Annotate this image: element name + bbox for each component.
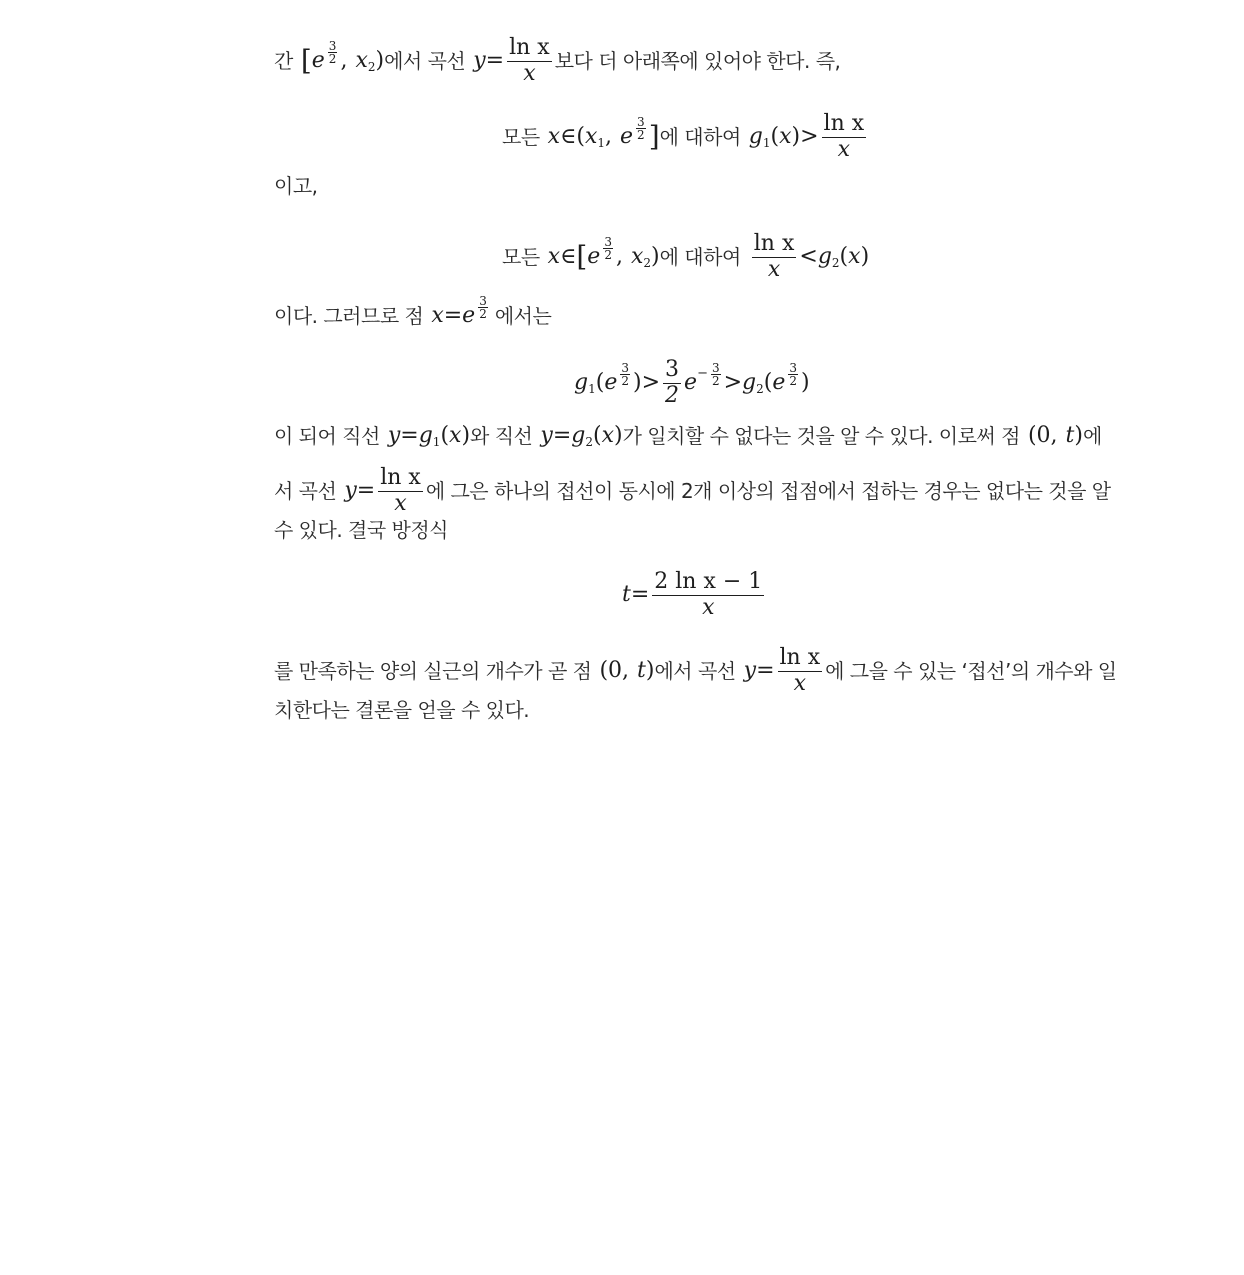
var-t: t [1065,423,1075,448]
base-e: e [772,370,786,395]
fraction-lnx-over-x [778,646,823,696]
frac-den: x [793,671,807,696]
line-1-prefix: 간 [274,49,293,73]
line-6-inequality [574,358,810,408]
exp-den: 2 [479,306,487,321]
line-8-suffix: 에 그은 하나의 접선이 동시에 2개 이상의 접점에서 접하는 경우는 없다는 것을 알 [425,479,1111,503]
equals: = [400,423,419,448]
exp-den: 2 [604,247,612,262]
var-g: g [571,423,586,448]
exponent [475,295,491,320]
less-than: < [799,244,818,269]
fraction-three-halves [663,358,681,408]
frac-num: 2 ln x − 1 [654,569,763,594]
var-g: g [742,370,757,395]
comma: , [605,124,613,149]
right-paren: ) [633,370,642,395]
sub-2: 2 [831,256,840,270]
var-g: g [418,423,433,448]
frac-num: ln x [753,231,795,256]
var-x: x [355,48,368,73]
line-7 [274,422,1102,450]
frac-den: x [702,595,715,620]
equals: = [356,478,376,503]
equals: = [552,423,572,448]
sub-1: 1 [762,136,771,150]
fraction-lnx-over-x [822,112,867,162]
base-e: e [604,370,618,395]
fraction-lnx-over-x [378,466,423,516]
var-x: x [601,423,614,448]
sub-2: 2 [585,435,593,449]
exponent [617,362,633,387]
frac-num: ln x [823,111,865,136]
fraction-lnx-over-x [507,36,552,86]
sub-2: 2 [643,256,652,270]
exponent-fraction [711,362,721,387]
exponent-fraction [788,362,798,387]
var-y: y [387,423,401,448]
var-x1: x [584,124,598,149]
frac-den: x [394,491,407,516]
right-bracket: ] [648,120,660,153]
element-of: ∈ [560,244,577,269]
frac-den: x [523,61,536,86]
exponent-fraction [603,236,613,261]
var-x2: x [630,244,644,269]
line-4-prefix: 모든 [502,245,540,269]
equals: = [443,303,463,328]
exp-num: 3 [789,360,798,375]
var-y: y [473,48,486,73]
exp-den: 2 [711,373,720,388]
line-7-mid1: 와 직선 [470,424,533,448]
right-paren: ) [791,124,801,149]
right-paren: ) [651,244,660,269]
var-x: x [431,303,444,328]
right-paren: ) [375,48,385,73]
frac-num: ln x [779,645,821,670]
right-paren: ) [860,244,870,269]
greater-than: > [723,370,743,395]
right-paren: ) [461,423,471,448]
left-paren: ( [770,124,780,149]
line-9-text: 수 있다. 결국 방정식 [274,518,448,542]
fraction-equation [652,570,764,620]
equals: = [756,658,775,683]
left-paren: ( [839,244,849,269]
exp-num: 3 [328,38,337,53]
greater-than: > [641,370,661,395]
var-y: y [743,658,757,683]
var-y: y [344,478,357,503]
exp-den: 2 [789,373,798,388]
exp-num: 3 [711,360,720,375]
right-paren: ) [1074,423,1083,448]
line-2-mid: 에 대하여 [659,125,741,149]
frac-num: 3 [665,357,680,382]
exp-num: 3 [637,114,645,129]
line-11-prefix: 를 만족하는 양의 실근의 개수가 곧 점 [274,659,592,683]
sub-1: 1 [432,435,441,449]
frac-den: 2 [665,383,680,408]
base-e: e [462,303,476,328]
line-8-prefix: 서 곡선 [274,479,337,503]
var-x: x [449,423,462,448]
exponent-fraction [620,362,630,387]
var-t: t [622,582,631,607]
line-3-text: 이고, [274,174,318,198]
comma: , [340,48,348,73]
exponent-fraction [636,116,646,141]
line-5 [274,293,552,330]
sub-1: 1 [597,136,606,150]
left-paren: ( [599,658,609,683]
var-x: x [848,244,861,269]
exponent [325,40,341,65]
exp-num: 3 [479,293,487,308]
line-11-mid: 에서 곡선 [654,659,736,683]
line-1-suffix: 보다 더 아래쪽에 있어야 한다. 즉, [554,49,841,73]
exp-den: 2 [621,373,629,388]
left-bracket: [ [576,240,588,273]
comma: , [622,658,630,683]
comma: , [1050,423,1058,448]
var-g: g [817,244,832,269]
line-5-prefix: 이다. 그러므로 점 [274,304,424,328]
frac-num: ln x [380,465,421,490]
right-paren: ) [645,658,655,683]
left-paren: ( [576,124,585,149]
exp-num: 3 [621,360,629,375]
var-g: g [574,370,589,395]
line-10-equation [622,570,767,620]
var-x: x [547,244,561,269]
line-4-mid: 에 대하여 [659,245,741,269]
frac-num: ln x [509,35,550,60]
sub-2: 2 [367,60,376,74]
sub-1: 1 [588,382,596,396]
line-1-mid: 에서 곡선 [384,49,466,73]
line-7-prefix: 이 되어 직선 [274,424,380,448]
element-of: ∈ [560,124,577,149]
exponent [633,116,649,141]
line-5-suffix: 에서는 [494,304,552,328]
var-g: g [748,124,763,149]
left-paren: ( [440,423,450,448]
fraction-lnx-over-x [752,232,797,282]
line-4 [502,232,869,282]
line-3 [274,172,318,200]
var-x: x [779,124,792,149]
exp-den: 2 [328,51,337,66]
base-e: e [620,124,634,149]
exponent-negative [697,360,724,388]
var-y: y [540,423,553,448]
var-t: t [637,658,646,683]
zero: 0 [1036,423,1051,448]
line-12 [274,696,529,724]
line-2 [502,112,869,162]
sub-2: 2 [756,382,764,396]
right-paren: ) [801,370,810,395]
line-9 [274,516,448,544]
equals: = [630,582,650,607]
var-x: x [547,124,561,149]
exponent-fraction [478,295,488,320]
line-7-suffix: 에 [1082,424,1102,448]
comma: , [615,244,623,269]
left-paren: ( [595,370,605,395]
greater-than: > [800,124,819,149]
equals: = [485,48,505,73]
line-11-suffix: 에 그을 수 있는 ‘접선’의 개수와 일 [825,659,1117,683]
base-e: e [684,370,698,395]
frac-den: x [837,137,851,162]
line-12-text: 치한다는 결론을 얻을 수 있다. [274,698,530,722]
line-1 [274,36,840,86]
exponent [600,236,616,261]
left-paren: ( [1027,423,1037,448]
zero: 0 [608,658,623,683]
line-7-mid2: 가 일치할 수 없다는 것을 알 수 있다. 이로써 점 [622,424,1020,448]
right-paren: ) [614,423,623,448]
left-paren: ( [763,370,773,395]
line-8 [274,466,1111,516]
exponent-fraction [328,40,338,65]
frac-den: x [767,257,781,282]
left-paren: ( [592,423,602,448]
minus-sign: − [697,366,708,381]
base-e: e [311,48,325,73]
exp-num: 3 [604,234,612,249]
line-2-prefix: 모든 [502,125,540,149]
left-bracket: [ [300,44,312,77]
exponent [785,362,801,387]
line-11 [274,646,1117,696]
exp-den: 2 [637,127,645,142]
base-e: e [587,244,601,269]
